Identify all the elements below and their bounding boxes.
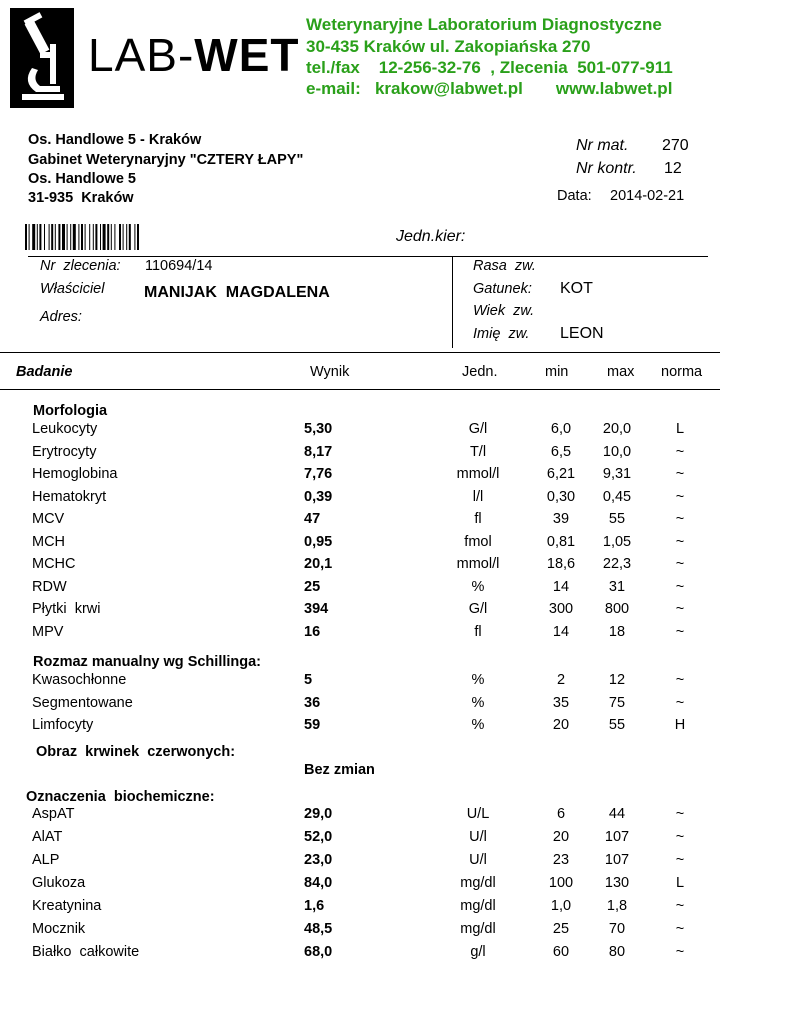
test-name: Mocznik [32,921,86,937]
section-obraz: Obraz krwinek czerwonych: [36,744,236,760]
test-value: 52,0 [304,829,333,845]
test-unit: fl [474,623,482,640]
test-name: AlAT [32,829,63,845]
test-value: 8,17 [304,443,333,460]
table-header-bottom-rule [0,389,720,390]
test-name: Segmentowane [32,694,133,711]
test-name: MPV [32,623,64,640]
test-unit: % [471,578,485,595]
rasa-label: Rasa zw. [473,258,536,274]
header-wynik: Wynik [310,364,350,380]
logo-microscope-icon [10,8,74,108]
jedn-kier-label: Jedn.kier: [396,228,466,245]
table-row [0,875,809,897]
test-value: 48,5 [304,921,333,937]
ref-min: 18,6 [546,556,576,572]
ref-min: 6,21 [546,466,576,482]
nr-kontr-value: 12 [664,160,682,177]
table-row [0,444,809,466]
test-name: Kwasochłonne [32,672,127,688]
data-value: 2014-02-21 [610,188,685,204]
ref-max: 800 [604,601,630,617]
table-header-top-rule [0,352,720,353]
ref-max: 31 [608,578,626,595]
table-row [0,601,809,623]
norm-flag: L [675,421,685,437]
lab-name: Weterynaryjne Laboratorium Diagnostyczne [306,15,662,34]
ref-min: 0,30 [546,488,576,505]
microscope-icon [10,8,74,108]
table-row [0,579,809,601]
header-badanie: Badanie [16,364,73,380]
test-unit: % [471,717,485,733]
test-value: 47 [304,511,321,527]
table-row [0,829,809,851]
ref-min: 6,5 [550,443,572,460]
test-unit: % [471,672,485,688]
norm-flag: ~ [675,694,685,711]
order-divider [452,256,453,348]
test-value: 1,6 [304,898,325,914]
client-line-2: Gabinet Weterynaryjny "CZTERY ŁAPY" [28,152,304,168]
table-row [0,898,809,920]
test-value: 16 [304,623,321,640]
client-line-3: Os. Handlowe 5 [28,171,136,187]
test-name: Hematokryt [32,488,107,505]
wiek-label: Wiek zw. [473,303,535,319]
ref-min: 6 [556,806,566,822]
norm-flag: ~ [675,578,685,595]
table-row [0,534,809,556]
test-value: 0,95 [304,533,333,550]
test-unit: mmol/l [456,466,500,482]
norm-flag: ~ [675,829,685,845]
table-row [0,624,809,646]
norm-flag: ~ [675,601,685,617]
test-unit: % [471,694,485,711]
table-row [0,852,809,874]
ref-min: 14 [552,623,570,640]
test-unit: G/l [468,421,488,437]
test-value: 20,1 [304,556,333,572]
ref-min: 20 [552,829,570,845]
gatunek-value: KOT [560,280,593,297]
table-row [0,556,809,578]
norm-flag: H [674,717,686,733]
test-unit: mg/dl [460,898,496,914]
ref-max: 75 [608,694,626,711]
table-row [0,672,809,694]
order-nr-value: 110694/14 [145,258,213,274]
nr-mat-label: Nr mat. [576,137,629,154]
ref-max: 20,0 [602,421,632,437]
table-row [0,489,809,511]
test-name: Limfocyty [32,717,94,733]
test-unit: U/L [466,806,490,822]
ref-max: 18 [608,623,626,640]
test-value: 23,0 [304,852,333,868]
test-name: MCH [32,533,66,550]
test-name: AspAT [32,806,75,822]
ref-min: 100 [548,875,574,891]
test-name: MCV [32,511,65,527]
ref-min: 14 [552,578,570,595]
section-schilling: Rozmaz manualny wg Schillinga: [33,654,262,670]
test-name: Glukoza [32,875,86,891]
norm-flag: ~ [675,944,685,960]
data-label: Data: [557,188,592,204]
norm-flag: L [675,875,685,891]
header-norma: norma [661,364,703,380]
test-value: 36 [304,694,321,711]
section-biochem: Oznaczenia biochemiczne: [26,789,215,805]
test-unit: l/l [472,488,484,505]
norm-flag: ~ [675,898,685,914]
test-unit: U/l [469,829,487,845]
ref-min: 25 [552,921,570,937]
test-unit: mg/dl [460,875,496,891]
header-jedn: Jedn. [462,364,498,380]
test-unit: T/l [469,443,487,460]
norm-flag: ~ [675,921,685,937]
test-name: Płytki krwi [32,601,101,617]
lab-address: 30-435 Kraków ul. Zakopiańska 270 [306,37,591,56]
ref-min: 0,81 [546,533,576,550]
norm-flag: ~ [675,672,685,688]
address-label: Adres: [40,309,82,325]
test-value: 5,30 [304,421,333,437]
test-value: 29,0 [304,806,333,822]
ref-min: 39 [552,511,570,527]
ref-max: 80 [608,944,626,960]
ref-min: 23 [552,852,570,868]
test-unit: mmol/l [456,556,500,572]
test-name: Leukocyty [32,421,98,437]
table-row [0,421,809,443]
test-value: 0,39 [304,488,333,505]
ref-min: 35 [552,694,570,711]
norm-flag: ~ [675,806,685,822]
lab-contact: e-mail: krakow@labwet.pl www.labwet.pl [306,79,673,98]
lab-phone: tel./fax 12-256-32-76 , Zlecenia 501-077-911 [306,58,673,77]
nr-kontr-label: Nr kontr. [576,160,637,177]
ref-max: 130 [604,875,630,891]
client-line-4: 31-935 Kraków [28,190,134,206]
test-unit: G/l [468,601,488,617]
table-row [0,921,809,943]
table-row [0,695,809,717]
test-name: Białko całkowite [32,944,140,960]
ref-min: 1,0 [550,898,572,914]
test-value: 5 [304,672,313,688]
test-name: ALP [32,852,60,868]
test-value: 59 [304,717,321,733]
obraz-value: Bez zmian [304,762,375,778]
test-unit: mg/dl [460,921,496,937]
test-name: Kreatynina [32,898,102,914]
ref-max: 44 [608,806,626,822]
ref-max: 55 [608,717,626,733]
ref-min: 300 [548,601,574,617]
section-morfologia: Morfologia [33,403,108,419]
test-value: 84,0 [304,875,333,891]
order-top-rule [28,256,708,257]
header-max: max [607,364,635,380]
owner-value: MANIJAK MAGDALENA [144,284,330,301]
ref-max: 10,0 [602,443,632,460]
table-row [0,466,809,488]
client-line-1: Os. Handlowe 5 - Kraków [28,132,202,148]
test-name: Erytrocyty [32,443,97,460]
test-unit: U/l [469,852,487,868]
test-value: 68,0 [304,944,333,960]
test-name: RDW [32,578,67,595]
norm-flag: ~ [675,533,685,550]
gatunek-label: Gatunek: [473,281,532,297]
norm-flag: ~ [675,556,685,572]
test-unit: fl [474,511,482,527]
norm-flag: ~ [675,443,685,460]
ref-max: 22,3 [602,556,632,572]
barcode-icon [25,224,225,250]
ref-max: 1,05 [602,533,632,550]
norm-flag: ~ [675,466,685,482]
order-nr-label: Nr zlecenia: [40,258,121,274]
test-value: 394 [304,601,329,617]
logo-wordmark: LAB-WET [88,29,300,81]
ref-max: 55 [608,511,626,527]
imie-value: LEON [560,325,604,342]
ref-max: 107 [604,829,630,845]
table-row [0,806,809,828]
test-unit: fmol [464,533,492,550]
norm-flag: ~ [675,511,685,527]
table-row [0,944,809,966]
norm-flag: ~ [675,623,685,640]
ref-max: 1,8 [606,898,628,914]
ref-min: 20 [552,717,570,733]
ref-max: 9,31 [602,466,632,482]
test-name: MCHC [32,556,76,572]
ref-min: 6,0 [550,421,572,437]
ref-max: 70 [608,921,626,937]
table-row [0,717,809,739]
ref-max: 12 [608,672,626,688]
imie-label: Imię zw. [473,326,530,342]
test-name: Hemoglobina [32,466,118,482]
test-value: 25 [304,578,321,595]
ref-min: 2 [556,672,566,688]
ref-min: 60 [552,944,570,960]
norm-flag: ~ [675,488,685,505]
ref-max: 0,45 [602,488,632,505]
nr-mat-value: 270 [662,137,689,154]
table-row [0,511,809,533]
test-unit: g/l [470,944,486,960]
test-value: 7,76 [304,466,333,482]
header-min: min [545,364,569,380]
owner-label: Właściciel [40,281,105,297]
norm-flag: ~ [675,852,685,868]
ref-max: 107 [604,852,630,868]
